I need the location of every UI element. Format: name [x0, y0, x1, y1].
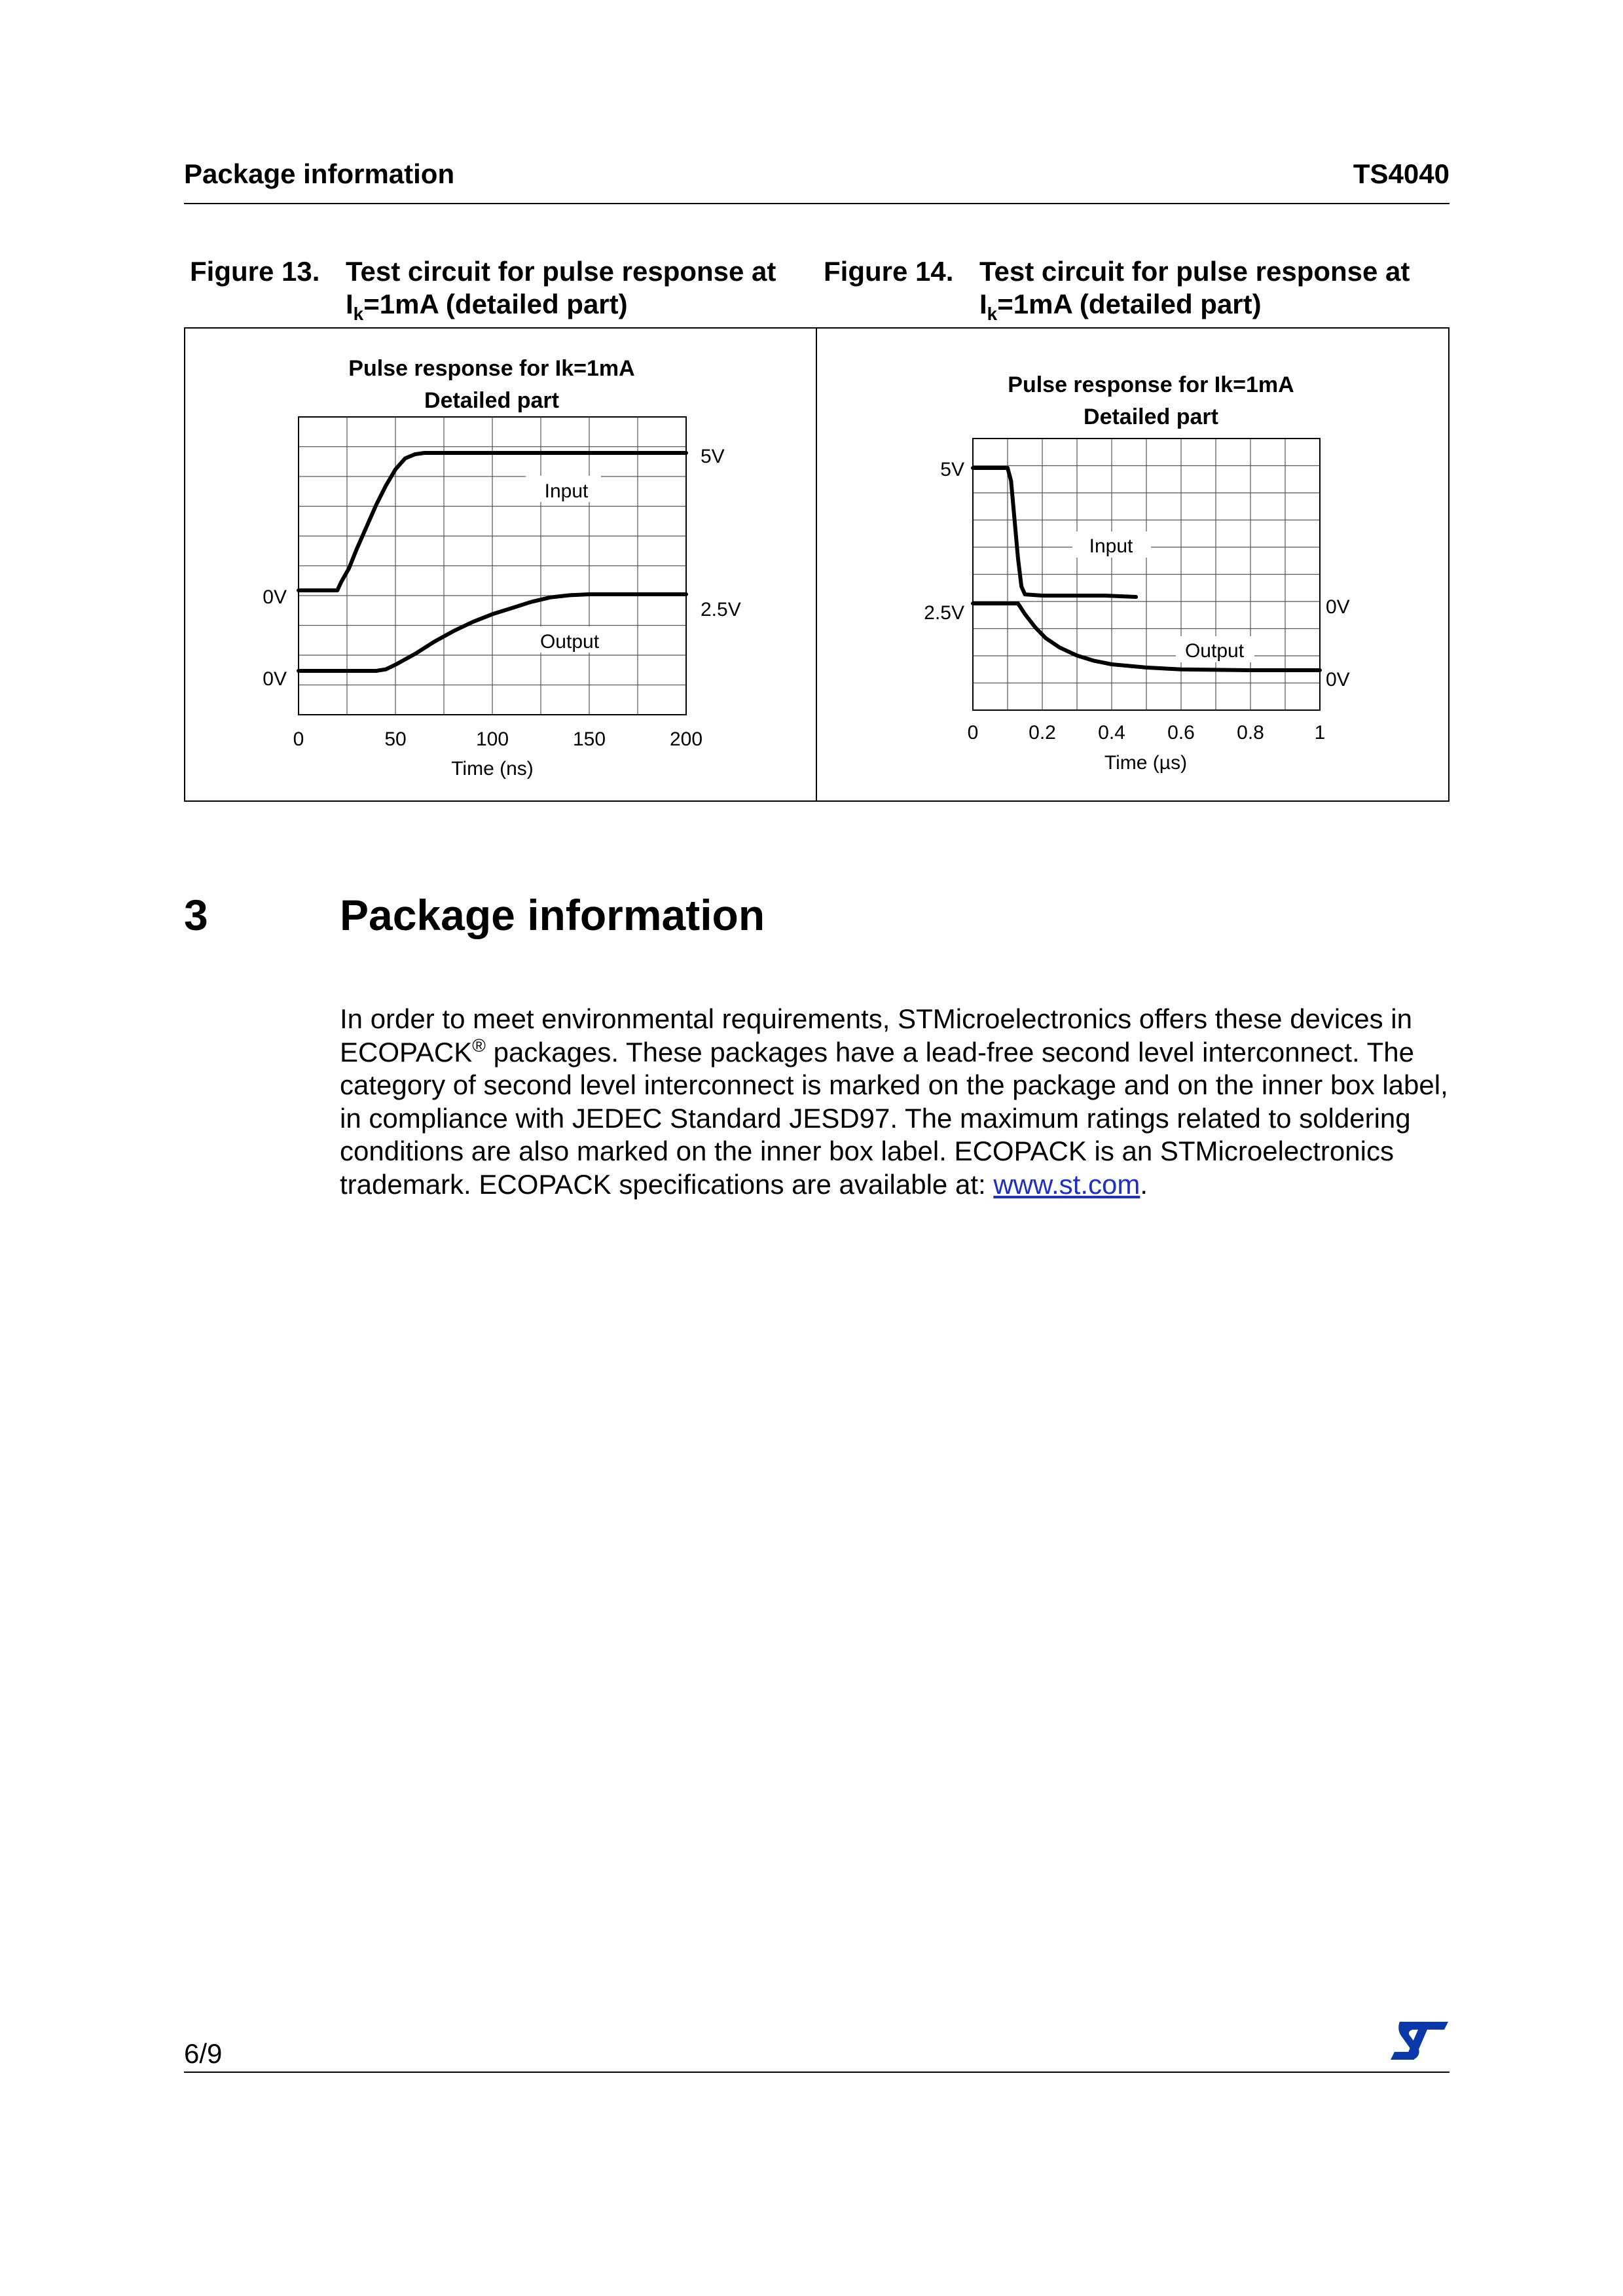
chart1-subtitle: Detailed part [424, 388, 559, 413]
chart2-subtitle: Detailed part [1084, 404, 1218, 429]
chart1-xlabel: Time (ns) [451, 758, 534, 780]
chart1-x-ticks [293, 728, 702, 750]
x-tick-label: 200 [669, 728, 703, 750]
chart1-level-2-5v: 2.5V [701, 599, 741, 620]
chart2-level-2-5v: 2.5V [924, 602, 964, 624]
section-number: 3 [184, 891, 208, 939]
figure-14-title-line2: $I_k=1mA$ (detailed part) [979, 289, 1262, 324]
running-header-part: TS4040 [1353, 158, 1450, 189]
footer-rule [184, 2072, 1450, 2073]
x-tick-label: 0.2 [1029, 722, 1056, 744]
chart-figure-13 [185, 329, 815, 800]
x-tick-label: 0.6 [1167, 722, 1195, 744]
chart2-series-label-input: Input [1089, 535, 1133, 557]
chart2-xlabel: Time (µs) [1104, 752, 1188, 774]
st-website-link[interactable]: www.st.com [993, 1168, 1140, 1200]
figure-14-title-line1: Test circuit for pulse response at [979, 256, 1410, 287]
x-tick-label: 150 [572, 728, 606, 750]
chart2-level-input-0v: 0V [1326, 596, 1350, 618]
page-number: 6/9 [184, 2038, 223, 2069]
chart1-level-5v: 5V [701, 446, 725, 467]
chart1-level-input-0v: 0V [263, 586, 287, 608]
st-logo [1388, 2019, 1451, 2062]
running-header-section: Package information [184, 158, 455, 189]
chart1-series-label-output: Output [539, 631, 600, 653]
chart1-level-output-0v: 0V [263, 668, 287, 690]
figure-13-title-line2: $I_k=1mA$ (detailed part) [346, 289, 628, 324]
x-tick-label: 0 [293, 728, 304, 750]
chart2-level-output-0v: 0V [1326, 669, 1350, 691]
chart-figure-14 [817, 329, 1448, 800]
body-paragraph: In order to meet environmental requirements, STMicroelectronics offers these devices in ECOPACK® packages. These packages have a lead-free second level interconnect. The category of second level interconnect is marked on the package and on the inner box label, in compliance with JEDEC Standard JESD97. The maximum ratings related to soldering conditions are also marked on the inner box label. ECOPACK is an STMicroelectronics trademark. ECOPACK specifications are available at: www.st.com. [340, 1003, 1448, 1200]
x-tick-label: 0.8 [1237, 722, 1264, 744]
section-title: Package information [340, 891, 765, 939]
figure-13-number: Figure 13. [190, 256, 320, 287]
chart1-series-label-input: Input [544, 480, 589, 502]
header-rule [184, 203, 1450, 204]
x-tick-label: 0.4 [1098, 722, 1125, 744]
x-tick-label: 0 [967, 722, 979, 744]
figure-13-caption [190, 255, 799, 327]
chart2-level-5v: 5V [940, 459, 964, 480]
figure-14-number: Figure 14. [824, 256, 954, 287]
x-tick-label: 1 [1314, 722, 1326, 744]
figure-13-title-line1: Test circuit for pulse response at [346, 256, 776, 287]
chart2-series-label-output: Output [1184, 640, 1245, 662]
chart2-x-ticks [968, 722, 1326, 744]
chart1-title: Pulse response for Ik=1mA [348, 356, 635, 381]
x-tick-label: 50 [384, 728, 407, 750]
x-tick-label: 100 [475, 728, 509, 750]
chart2-title: Pulse response for Ik=1mA [1008, 372, 1294, 397]
figure-14-caption [824, 255, 1446, 327]
